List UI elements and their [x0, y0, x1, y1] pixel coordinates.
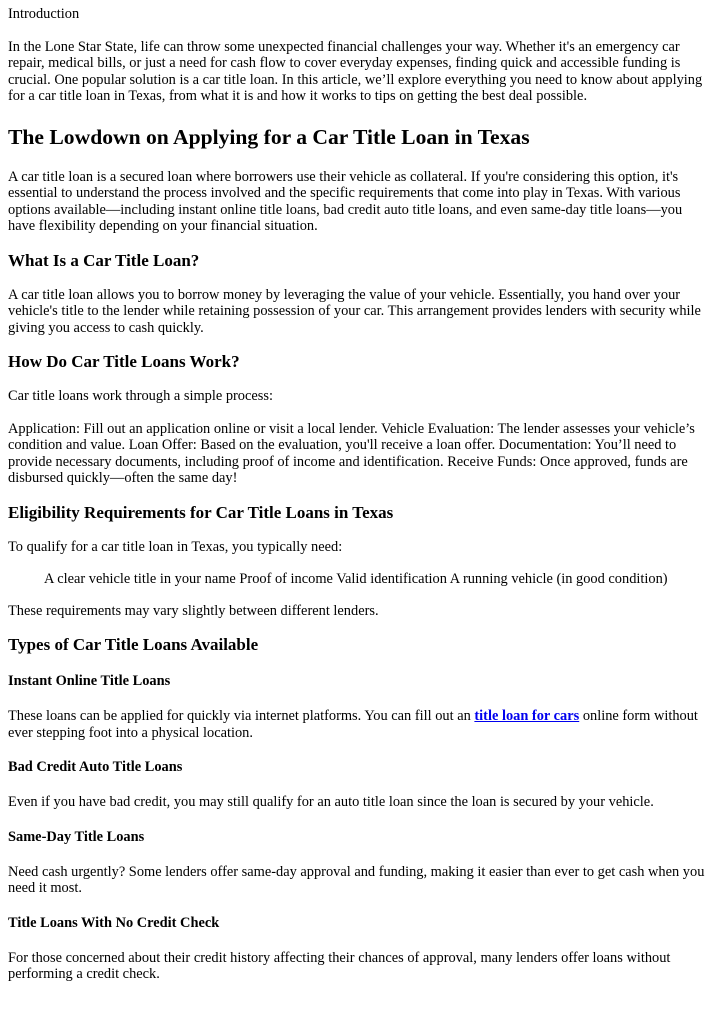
eligibility-heading: Eligibility Requirements for Car Title Loans in Texas	[8, 502, 394, 522]
instant-paragraph	[8, 708, 712, 741]
overview-paragraph: A car title loan is a secured loan where borrowers use their vehicle as collateral. If you're considering this option, it's essential to understand the process involved and the specific requirements that come into play in Texas. With various options available—including instant online title loans, bad credit auto title loans, and even same-day title loans—you have flexibility depending on your financial situation.	[8, 168, 683, 234]
how-work-heading: How Do Car Title Loans Work?	[8, 352, 240, 371]
eligibility-requirements: A clear vehicle title in your name Proof of income Valid identification A running vehicle (in good condition)	[44, 571, 668, 587]
bad-credit-paragraph: Even if you have bad credit, you may still qualify for an auto title loan since the loan is secured by your vehicle.	[8, 794, 654, 810]
eligibility-note: These requirements may vary slightly between different lenders.	[8, 602, 379, 619]
bad-credit-heading: Bad Credit Auto Title Loans	[8, 759, 183, 775]
what-is-paragraph: A car title loan allows you to borrow money by leveraging the value of your vehicle. Essentially, you hand over your vehicle's title to the lender while retaining possession of your car. This arrangement provides lenders with security while giving you access to cash quickly.	[8, 286, 701, 336]
main-heading: The Lowdown on Applying for a Car Title Loan in Texas	[8, 124, 530, 149]
what-is-heading: What Is a Car Title Loan?	[8, 250, 200, 270]
eligibility-intro: To qualify for a car title loan in Texas, you typically need:	[8, 538, 343, 555]
instant-heading: Instant Online Title Loans	[8, 673, 171, 689]
how-work-steps: Application: Fill out an application online or visit a local lender. Vehicle Evaluation: The lender assesses your vehicle’s condition and value. Loan Offer: Based on the evaluation, you'll receive a loan offer. Documentation: You’ll need to provide necessary documents, including proof of income and identification. Receive Funds: Once approved, funds are disbursed quickly—often the same day!	[8, 420, 695, 486]
title-loan-link[interactable]: title loan for cars	[474, 708, 580, 724]
intro-label: Introduction	[8, 6, 80, 22]
no-credit-heading: Title Loans With No Credit Check	[8, 914, 220, 931]
types-heading: Types of Car Title Loans Available	[8, 635, 259, 654]
same-day-heading: Same-Day Title Loans	[8, 828, 145, 845]
no-credit-paragraph: For those concerned about their credit history affecting their chances of approval, many lenders offer loans without performing a credit check.	[8, 949, 671, 982]
how-work-intro: Car title loans work through a simple process:	[8, 388, 273, 404]
same-day-paragraph: Need cash urgently? Some lenders offer same-day approval and funding, making it easier than ever to get cash when you need it most.	[8, 863, 705, 896]
instant-text-after: online form without ever stepping foot into a physical location.	[8, 708, 698, 741]
instant-text-before: These loans can be applied for quickly via internet platforms. You can fill out an	[8, 708, 475, 724]
intro-paragraph: In the Lone Star State, life can throw some unexpected financial challenges your way. Whether it's an emergency car repair, medical bills, or just a need for cash flow to cover everyday expenses, finding quick and accessible funding is crucial. One popular solution is a car title loan. In this article, we’ll explore everything you need to know about applying for a car title loan in Texas, from what it is and how it works to tips on getting the best deal possible.	[8, 38, 703, 104]
